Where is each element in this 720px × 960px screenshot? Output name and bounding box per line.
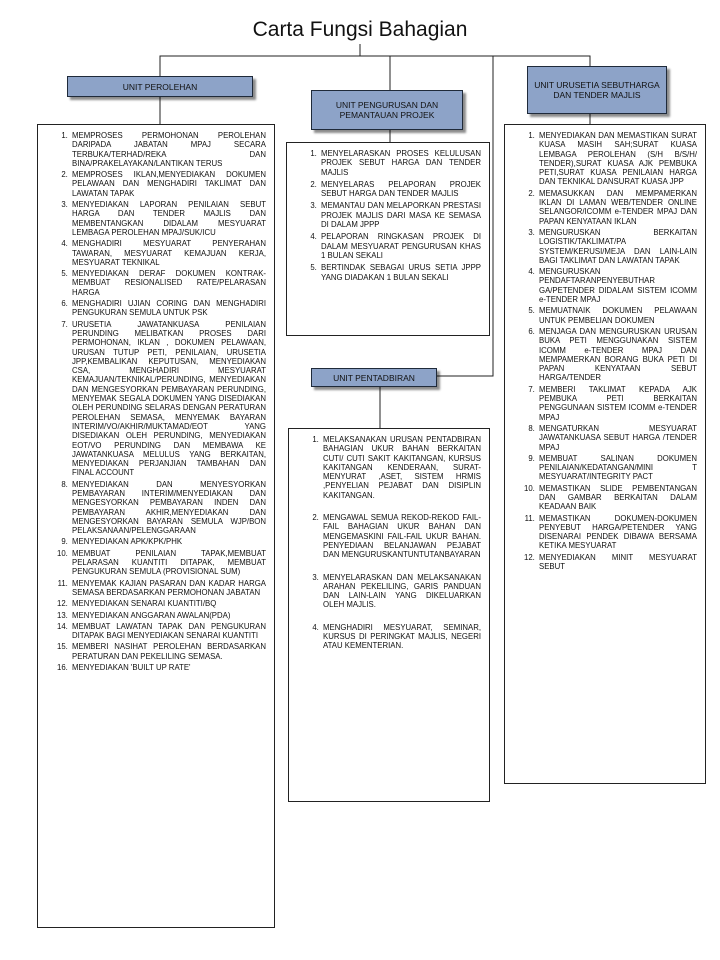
unit-pentadbiran-label: UNIT PENTADBIRAN [333, 372, 415, 383]
pengurusan-function-item: 2. MENYELARAS PELAPORAN PROJEK SEBUT HARGA DAN TENDER MAJLIS [319, 180, 481, 199]
panel-pentadbiran-functions [288, 428, 490, 802]
unit-perolehan-label: UNIT PEROLEHAN [122, 81, 198, 92]
perolehan-function-item: 3. MENYEDIAKAN LAPORAN PENILAIAN SEBUT HARGA DAN TENDER MAJLIS DAN MEMBENTANGKAN DIDALAM MESYUARAT LEMBAGA PEROLEHAN MPAJ/SUK/ICU [70, 200, 266, 237]
perolehan-function-item: 14. MEMBUAT LAWATAN TAPAK DAN PENGUKURAN DITAPAK BAGI MENYEDIAKAN SENARAI KUANTITI [70, 622, 266, 641]
perolehan-function-item: 12. MENYEDIAKAN SENARAI KUANTITI/BQ [70, 599, 266, 608]
perolehan-function-item: 16. MENYEDIAKAN 'BUILT UP RATE' [70, 663, 266, 672]
perolehan-function-item: 15. MEMBERI NASIHAT PEROLEHAN BERDASARKAN PERATURAN DAN PEKELILING SEMASA. [70, 642, 266, 661]
perolehan-function-item: 1. MEMPROSES PERMOHONAN PEROLEHAN DARIPADA JABATAN MPAJ SECARA TERBUKA/TERHAD/REKA DAN BINA/PRAKELAYAKAN/LANTIKAN TERUS [70, 131, 266, 168]
panel-pengurusan-functions [286, 142, 490, 336]
urusetia-function-item: 5. MEMUATNAIK DOKUMEN PELAWAAN UNTUK PEMBELIAN DOKUMEN [537, 306, 697, 325]
unit-urusetia-label: UNIT URUSETIA SEBUTHARGA DAN TENDER MAJLIS [534, 80, 660, 100]
panel-perolehan-functions [37, 124, 275, 928]
pengurusan-function-item: 1. MENYELARASKAN PROSES KELULUSAN PROJEK SEBUT HARGA DAN TENDER MAJLIS [319, 149, 481, 177]
urusetia-function-item: 9. MEMBUAT SALINAN DOKUMEN PENILAIAN/KEDATANGAN/MINI T MESYUARAT/INTEGRITY PACT [537, 454, 697, 482]
perolehan-function-item: 6. MENGHADIRI UJIAN CORING DAN MENGHADIRI PENGUKURAN SEMULA UNTUK PSK [70, 299, 266, 318]
pengurusan-function-item: 3. MEMANTAU DAN MELAPORKAN PRESTASI PROJEK MAJLIS DARI MASA KE SEMASA DI DALAM JPPP [319, 201, 481, 229]
perolehan-function-item: 8. MENYEDIAKAN DAN MENYESYORKAN PEMBAYARAN INTERIM/MENYEDIAKAN DAN MENGESYORKAN PEMBAYARAN INDEN DAN PEMBAYARAN AKHIR,MENYEDIAKAN DAN MENGESYORKAN BAYARAN SEMULA WJP/BON PELAKSANAAN/PELENGGARAAN [70, 480, 266, 536]
unit-pengurusan-label: UNIT PENGURUSAN DAN PEMANTAUAN PROJEK [335, 100, 439, 120]
perolehan-function-item: 10. MEMBUAT PENILAIAN TAPAK,MEMBUAT PELARASAN KUANTITI DITAPAK, MEMBUAT PENGUKURAN SEMULA (PROVISIONAL SUM) [70, 549, 266, 577]
pengurusan-function-item: 4. PELAPORAN RINGKASAN PROJEK DI DALAM MESYUARAT PENGURUSAN KHAS 1 BULAN SEKALI [319, 232, 481, 260]
urusetia-function-item: 8. MENGATURKAN MESYUARAT JAWATANKUASA SEBUT HARGA /TENDER MPAJ [537, 424, 697, 452]
urusetia-function-item: 11. MEMASTIKAN DOKUMEN-DOKUMEN PENYEBUT HARGA/PETENDER YANG DISENARAI PENDEK DIBAWA BERSAMA KETIKA MESYUARAT [537, 514, 697, 551]
pentadbiran-function-item: 3. MENYELARASKAN DAN MELAKSANAKAN ARAHAN PEKELILING, GARIS PANDUAN DAN LAIN-LAIN YANG DIKELUARKAN OLEH MAJLIS. [321, 573, 481, 610]
pentadbiran-function-item: 2. MENGAWAL SEMUA REKOD-REKOD FAIL-FAIL BAHAGIAN UKUR BAHAN DAN MENGEMASKINI FAIL-FAIL UKUR BAHAN. PENYEDIAAN BELANJAWAN PEJABAT DAN MENGURUSKANTUNTUTANBAYARAN [321, 513, 481, 559]
unit-perolehan-header [67, 76, 253, 97]
unit-pentadbiran-header [311, 368, 437, 387]
urusetia-function-item: 4. MENGURUSKAN PENDAFTARANPENYEBUTHAR GA/PETENDER DIDALAM SISTEM ICOMM e-TENDER MPAJ [537, 267, 697, 304]
pentadbiran-function-item: 1. MELAKSANAKAN URUSAN PENTADBIRAN BAHAGIAN UKUR BAHAN BERKAITAN CUTI/ CUTI SAKIT KAKITANGAN, KURSUS KAKITANGAN KENDERAAN, SURAT-MENYURAT ,ASET, SISTEM HRMIS ,PENYELIAN PEJABAT DAN DISIPLIN KAKITANGAN. [321, 435, 481, 500]
perolehan-function-item: 2. MEMPROSES IKLAN,MENYEDIAKAN DOKUMEN PELAWAAN DAN MENGHADIRI TAKLIMAT DAN LAWATAN TAPAK [70, 170, 266, 198]
connector-top-bar [160, 56, 590, 76]
perolehan-function-item: 5. MENYEDIAKAN DERAF DOKUMEN KONTRAK-MEMBUAT RESIONALISED RATE/PELARASAN HARGA [70, 269, 266, 297]
pengurusan-function-item: 5. BERTINDAK SEBAGAI URUS SETIA JPPP YANG DIADAKAN 1 BULAN SEKALI [319, 263, 481, 282]
perolehan-function-item: 9. MENYEDIAKAN APK/KPK/PHK [70, 537, 266, 546]
urusetia-function-item: 10. MEMASTIKAN SLIDE PEMBENTANGAN DAN GAMBAR BERKAITAN DALAM KEADAAN BAIK [537, 484, 697, 512]
chart-title: Carta Fungsi Bahagian [252, 18, 468, 41]
perolehan-function-item: 4. MENGHADIRI MESYUARAT PENYERAHAN TAWARAN, MESYUARAT KEMAJUAN KERJA, MESYUARAT TEKNIKAL [70, 239, 266, 267]
unit-urusetia-header [527, 66, 667, 114]
urusetia-function-item: 12. MENYEDIAKAN MINIT MESYUARAT SEBUT [537, 553, 697, 572]
panel-urusetia-functions [504, 124, 706, 784]
urusetia-function-item: 6. MENJAGA DAN MENGURUSKAN URUSAN BUKA PETI MENGGUNAKAN SISTEM ICOMM e-TENDER MPAJ DAN MEMPAMERKAN BORANG BUKA PETI DI PAPAN KENYATAAN SEBUT HARGA/TENDER [537, 327, 697, 383]
perolehan-function-item: 11. MENYEMAK KAJIAN PASARAN DAN KADAR HARGA SEMASA BERDASARKAN PERMOHONAN JABATAN [70, 579, 266, 598]
urusetia-function-item: 2. MEMASUKKAN DAN MEMPAMERKAN IKLAN DI LAMAN WEB/TENDER ONLINE SELANGOR/ICOMM e-TENDER MPAJ DAN PAPAN KENYATAAN IKLAN [537, 189, 697, 226]
urusetia-function-item: 7. MEMBERI TAKLIMAT KEPADA AJK PEMBUKA PETI BERKAITAN PENGGUNAAN SISTEM ICOMM e-TENDER MPAJ [537, 385, 697, 422]
urusetia-function-item: 1. MENYEDIAKAN DAN MEMASTIKAN SURAT KUASA MASIH SAH;SURAT KUASA LEMBAGA PEROLEHAN (S/H B/S/H/ TENDER),SURAT KUASA AJK PEMBUKA PETI,SURAT KUASA PENILAIAN HARGA DAN TEKNIKAL DANSURAT KUASA JPP [537, 131, 697, 187]
urusetia-function-item: 3. MENGURUSKAN BERKAITAN LOGISTIK/TAKLIMAT/PA SYSTEM/KERUSI/MEJA DAN LAIN-LAIN BAGI TAKLIMAT DAN LAWATAN TAPAK [537, 228, 697, 265]
perolehan-function-item: 7. URUSETIA JAWATANKUASA PENILAIAN PERUNDING MELIBATKAN PROSES DARI PERMOHONAN, IKLAN , DOKUMEN PELAWAAN, URUSAN TUTUP PETI, PENILAIAN, URUSETIA JPP,KEMBALIKAN KEPUTUSAN, MENYEDIAKAN CSA, MENGHADIRI MESYUARAT KEMAJUAN/TEKNIKAL/PERUNDING, MENYEDIAKAN DAN MENGESYORKAN PEMBAYARAN PERUNDING, MENYEMAK SEGALA DOKUMEN YANG DISEDIAKAN OLEH PERUNDING SELARAS DENGAN PERATURAN PEROLEHAN SEMASA, MENYEMAK BAYARAN INTERIM/VO/AKHIR/MUKTAMAD/EOT YANG DISEDIAKAN OLEH PERUNDING, MENYEDIAKAN EOT/VO PERUNDING DAN MEMBAWA KE JAWATANKUASA MELULUS YANG BERKAITAN, MENYEDIAKAN PERJANJIAN TAMBAHAN DAN FINAL ACCOUNT [70, 320, 266, 478]
unit-pengurusan-header [311, 90, 463, 130]
perolehan-function-item: 13. MENYEDIAKAN ANGGARAN AWALAN(PDA) [70, 611, 266, 620]
pentadbiran-function-item: 4. MENGHADIRI MESYUARAT, SEMINAR, KURSUS DI PERINGKAT MAJLIS, NEGERI ATAU KEMENTERIAN. [321, 623, 481, 651]
